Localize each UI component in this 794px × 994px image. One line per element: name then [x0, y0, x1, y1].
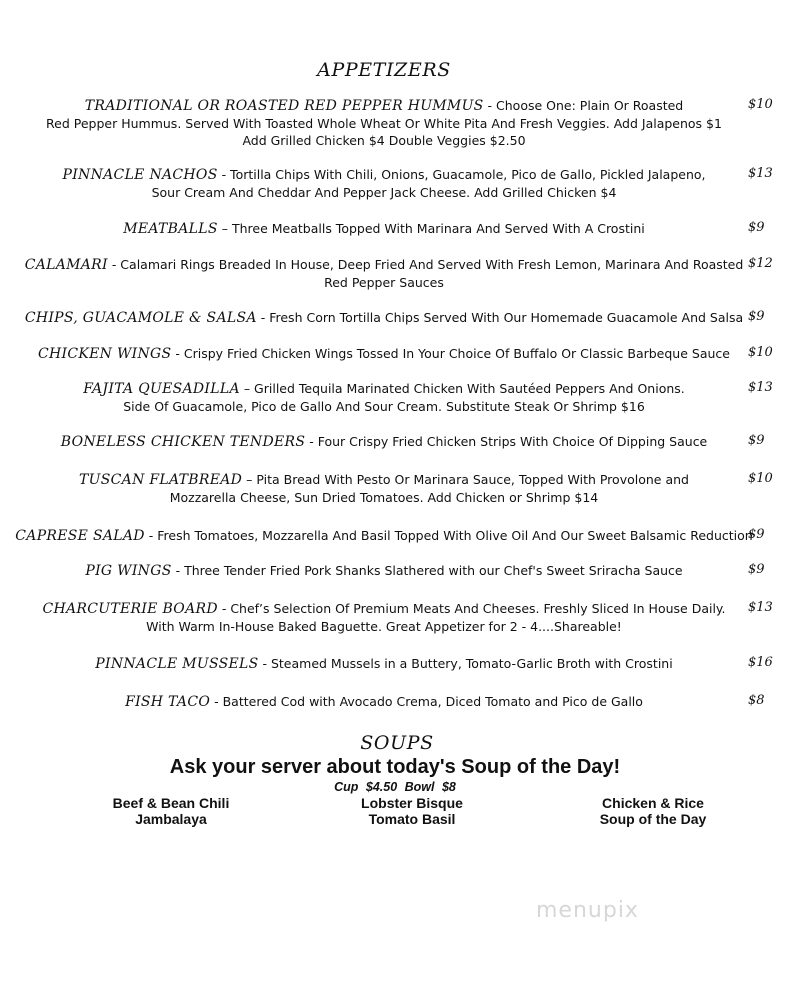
menu-item-hummus — [0, 97, 768, 149]
item-desc: - Steamed Mussels in a Buttery, Tomato-Garlic Broth with Crostini — [258, 656, 673, 671]
soup-item: Soup of the Day — [599, 811, 707, 827]
item-price: $10 — [748, 471, 773, 486]
item-desc: – Grilled Tequila Marinated Chicken With Sautéed Peppers And Onions. — [239, 381, 685, 396]
item-price: $16 — [748, 655, 773, 670]
soup-item: Chicken & Rice — [602, 795, 704, 811]
menu-item-caprese — [0, 527, 768, 545]
item-name: CHICKEN WINGS — [38, 346, 172, 362]
item-price: $10 — [748, 345, 773, 360]
item-price: $13 — [748, 600, 773, 615]
soup-column-1 — [71, 795, 271, 827]
menu-item-mussels — [0, 655, 768, 673]
item-desc: - Chef’s Selection Of Premium Meats And Cheeses. Freshly Sliced In House Daily. — [217, 601, 726, 616]
menupix-watermark: menupix — [536, 898, 639, 923]
item-price: $13 — [748, 380, 773, 395]
item-name: CHARCUTERIE BOARD — [42, 601, 218, 617]
item-name: FISH TACO — [125, 694, 211, 710]
item-name: TRADITIONAL OR ROASTED RED PEPPER HUMMUS — [84, 98, 484, 114]
item-desc-line: With Warm In-House Baked Baguette. Great Appetizer for 2 - 4....Shareable! — [146, 619, 622, 634]
item-name: PIG WINGS — [85, 563, 172, 579]
item-desc-line: Mozzarella Cheese, Sun Dried Tomatoes. Add Chicken or Shrimp $14 — [169, 490, 599, 505]
menu-item-tenders — [0, 433, 768, 451]
item-name: CAPRESE SALAD — [15, 528, 145, 544]
item-name: TUSCAN FLATBREAD — [79, 472, 243, 488]
item-desc: - Fresh Tomatoes, Mozzarella And Basil Topped With Olive Oil And Our Sweet Balsamic Reduction — [144, 528, 753, 543]
menu-item-wings — [0, 345, 768, 363]
item-name: FAJITA QUESADILLA — [83, 381, 240, 397]
item-desc: - Calamari Rings Breaded In House, Deep Fried And Served With Fresh Lemon, Marinara And Roasted — [107, 257, 744, 272]
item-name: CALAMARI — [24, 257, 108, 273]
soup-item: Jambalaya — [135, 811, 207, 827]
item-desc: - Crispy Fried Chicken Wings Tossed In Your Choice Of Buffalo Or Classic Barbeque Sauce — [171, 346, 730, 361]
soup-prices: Cup $4.50 Bowl $8 — [334, 780, 456, 794]
item-price: $9 — [748, 527, 765, 542]
item-price: $8 — [748, 693, 765, 708]
menu-item-meatballs — [0, 220, 768, 238]
soup-item: Beef & Bean Chili — [112, 795, 230, 811]
item-desc-line: Red Pepper Hummus. Served With Toasted Whole Wheat Or White Pita And Fresh Veggies. Add Jalapenos $1 — [46, 116, 722, 131]
menu-item-calamari — [0, 256, 768, 291]
item-desc: - Battered Cod with Avocado Crema, Diced Tomato and Pico de Gallo — [210, 694, 643, 709]
soup-item: Tomato Basil — [368, 811, 456, 827]
menu-item-quesadilla — [0, 380, 768, 415]
soup-column-2 — [312, 795, 512, 827]
item-price: $9 — [748, 220, 765, 235]
soups-heading: SOUPS — [360, 732, 434, 754]
item-price: $12 — [748, 256, 773, 271]
item-desc-line: Side Of Guacamole, Pico de Gallo And Sour Cream. Substitute Steak Or Shrimp $16 — [123, 399, 645, 414]
appetizers-heading: APPETIZERS — [317, 59, 451, 81]
menu-item-pig-wings — [0, 562, 768, 580]
item-desc-line: Red Pepper Sauces — [324, 275, 444, 290]
item-price: $10 — [748, 97, 773, 112]
item-desc: - Four Crispy Fried Chicken Strips With Choice Of Dipping Sauce — [305, 434, 708, 449]
item-desc: – Pita Bread With Pesto Or Marinara Sauce, Topped With Provolone and — [242, 472, 689, 487]
item-desc: – Three Meatballs Topped With Marinara And Served With A Crostini — [217, 221, 645, 236]
soup-item: Lobster Bisque — [361, 795, 463, 811]
item-price: $13 — [748, 166, 773, 181]
item-price: $9 — [748, 433, 765, 448]
item-name: PINNACLE NACHOS — [62, 167, 218, 183]
item-desc: - Choose One: Plain Or Roasted — [483, 98, 684, 113]
item-name: MEATBALLS — [123, 221, 218, 237]
item-name: PINNACLE MUSSELS — [95, 656, 259, 672]
item-name: BONELESS CHICKEN TENDERS — [60, 434, 306, 450]
item-desc-line: Sour Cream And Cheddar And Pepper Jack Cheese. Add Grilled Chicken $4 — [151, 185, 617, 200]
item-name: CHIPS, GUACAMOLE & SALSA — [24, 310, 257, 326]
item-price: $9 — [748, 309, 765, 324]
menu-item-flatbread — [0, 471, 768, 506]
soup-column-3 — [553, 795, 753, 827]
item-desc: - Tortilla Chips With Chili, Onions, Guacamole, Pico de Gallo, Pickled Jalapeno, — [217, 167, 706, 182]
menu-item-chips-guac — [0, 309, 768, 327]
menu-item-charcuterie — [0, 600, 768, 635]
menu-item-fish-taco — [0, 693, 768, 711]
item-desc: - Three Tender Fried Pork Shanks Slathered with our Chef's Sweet Sriracha Sauce — [171, 563, 683, 578]
item-price: $9 — [748, 562, 765, 577]
item-desc-line: Add Grilled Chicken $4 Double Veggies $2.50 — [242, 133, 526, 148]
menu-item-nachos — [0, 166, 768, 201]
item-desc: - Fresh Corn Tortilla Chips Served With Our Homemade Guacamole And Salsa — [256, 310, 744, 325]
soup-of-day-notice: Ask your server about today's Soup of the Day! — [169, 756, 621, 778]
